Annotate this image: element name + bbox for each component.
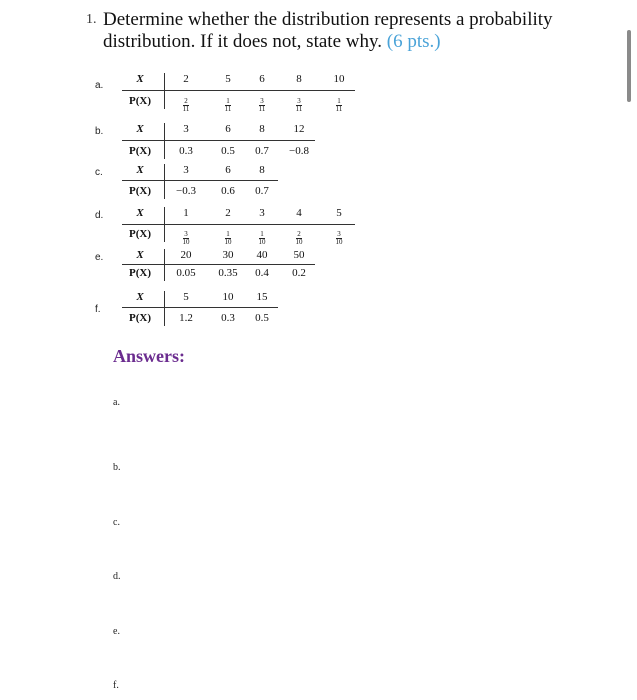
answer-label-c: c. xyxy=(113,517,120,528)
table-a-p-value xyxy=(319,94,359,113)
table-a-divider-horizontal xyxy=(122,90,355,91)
fraction-numerator: 3 xyxy=(297,97,301,105)
table-b-x-value: 3 xyxy=(183,123,189,135)
table-c-x-header: X xyxy=(136,164,144,176)
table-a-x-value: 10 xyxy=(333,73,345,85)
table-d-x-value: 3 xyxy=(259,207,265,219)
table-d-fraction xyxy=(296,231,303,246)
table-d-x-header: X xyxy=(136,207,144,219)
table-e-x-value: 40 xyxy=(256,249,268,261)
fraction-numerator: 1 xyxy=(337,97,341,105)
table-f-divider-horizontal xyxy=(122,307,278,308)
fraction-denominator: 11 xyxy=(258,105,266,113)
table-b-x-value: 12 xyxy=(293,123,305,135)
table-d-x-value: 4 xyxy=(296,207,302,219)
table-b-x-header: X xyxy=(136,123,144,135)
table-b-x-value: 8 xyxy=(259,123,265,135)
table-a-x-value: 2 xyxy=(183,73,189,85)
table-e-x-value: 20 xyxy=(180,249,192,261)
fraction-denominator: 10 xyxy=(258,238,266,246)
fraction-denominator: 10 xyxy=(224,238,232,246)
table-c-p-header: P(X) xyxy=(129,185,151,197)
answer-label-a: a. xyxy=(113,397,120,408)
answer-label-f: f. xyxy=(113,680,119,691)
fraction-denominator: 10 xyxy=(335,238,343,246)
table-f-p-value: 1.2 xyxy=(179,312,193,324)
table-c-x-value: 6 xyxy=(225,164,231,176)
question-number: 1. xyxy=(86,12,97,27)
fraction-denominator: 11 xyxy=(295,105,303,113)
table-e-p-header: P(X) xyxy=(129,267,151,279)
table-a-fraction xyxy=(296,98,303,113)
answer-label-b: b. xyxy=(113,462,121,473)
table-b-p-value: 0.5 xyxy=(221,145,235,157)
answer-label-e: e. xyxy=(113,626,120,637)
table-a-x-value: 5 xyxy=(225,73,231,85)
table-d-x-value: 1 xyxy=(183,207,189,219)
fraction-denominator: 11 xyxy=(224,105,232,113)
fraction-numerator: 1 xyxy=(260,230,264,238)
table-e-x-value: 30 xyxy=(222,249,234,261)
fraction-denominator: 10 xyxy=(182,238,190,246)
table-b-divider-vertical xyxy=(164,123,165,159)
table-e-p-value: 0.2 xyxy=(292,267,306,279)
table-a-x-header: X xyxy=(136,73,144,85)
fraction-denominator: 11 xyxy=(335,105,343,113)
table-a-p-value xyxy=(279,94,319,113)
table-e-p-value: 0.35 xyxy=(218,267,238,279)
table-c-p-value: 0.7 xyxy=(255,185,269,197)
table-a-p-value xyxy=(166,94,206,113)
table-c-p-value: 0.6 xyxy=(221,185,235,197)
answers-heading: Answers: xyxy=(113,346,185,366)
table-f-divider-vertical xyxy=(164,291,165,326)
table-b-p-value: 0.3 xyxy=(179,145,193,157)
table-b-divider-horizontal xyxy=(122,140,315,141)
table-a-label: a. xyxy=(95,80,104,91)
table-d-fraction xyxy=(259,231,266,246)
table-a-fraction xyxy=(336,98,343,113)
table-f-p-value: 0.5 xyxy=(255,312,269,324)
table-d-fraction xyxy=(183,231,190,246)
table-a-fraction xyxy=(259,98,266,113)
table-f-x-value: 10 xyxy=(222,291,234,303)
table-f-p-header: P(X) xyxy=(129,312,151,324)
table-a-p-value xyxy=(242,94,282,113)
table-d-divider-horizontal xyxy=(122,224,355,225)
table-a-fraction xyxy=(183,98,190,113)
table-b-x-value: 6 xyxy=(225,123,231,135)
table-f-p-value: 0.3 xyxy=(221,312,235,324)
table-a-divider-vertical xyxy=(164,73,165,109)
table-d-p-header: P(X) xyxy=(129,228,151,240)
table-c-divider-vertical xyxy=(164,164,165,199)
table-e-divider-horizontal xyxy=(122,264,315,265)
table-a-fraction xyxy=(225,98,232,113)
table-b-p-value: −0.8 xyxy=(289,145,309,157)
table-a-p-header: P(X) xyxy=(129,95,151,107)
table-f-x-value: 15 xyxy=(256,291,268,303)
table-e-label: e. xyxy=(95,252,104,263)
table-d-fraction xyxy=(336,231,343,246)
fraction-numerator: 3 xyxy=(184,230,188,238)
fraction-numerator: 2 xyxy=(297,230,301,238)
question-text-line-2 xyxy=(103,31,441,53)
table-d-p-value xyxy=(279,227,319,246)
table-e-p-value: 0.4 xyxy=(255,267,269,279)
table-b-label: b. xyxy=(95,126,104,137)
table-c-label: c. xyxy=(95,167,103,178)
table-d-x-value: 5 xyxy=(336,207,342,219)
table-e-x-value: 50 xyxy=(293,249,305,261)
fraction-denominator: 11 xyxy=(182,105,190,113)
table-c-x-value: 3 xyxy=(183,164,189,176)
table-c-p-value: −0.3 xyxy=(176,185,196,197)
fraction-numerator: 1 xyxy=(226,230,230,238)
table-d-p-value xyxy=(166,227,206,246)
table-c-x-value: 8 xyxy=(259,164,265,176)
table-d-x-value: 2 xyxy=(225,207,231,219)
fraction-numerator: 3 xyxy=(337,230,341,238)
table-d-p-value xyxy=(242,227,282,246)
table-e-x-header: X xyxy=(136,249,144,261)
table-d-label: d. xyxy=(95,210,104,221)
table-c-divider-horizontal xyxy=(122,180,278,181)
table-a-x-value: 6 xyxy=(259,73,265,85)
table-f-label: f. xyxy=(95,304,101,315)
answer-label-d: d. xyxy=(113,571,121,582)
question-text-line-1: Determine whether the distribution represents a probability xyxy=(103,9,553,30)
table-b-p-value: 0.7 xyxy=(255,145,269,157)
table-d-fraction xyxy=(225,231,232,246)
table-e-divider-vertical xyxy=(164,249,165,281)
table-f-x-header: X xyxy=(136,291,144,303)
table-f-x-value: 5 xyxy=(183,291,189,303)
fraction-denominator: 10 xyxy=(295,238,303,246)
fraction-numerator: 3 xyxy=(260,97,264,105)
table-b-p-header: P(X) xyxy=(129,145,151,157)
table-e-p-value: 0.05 xyxy=(176,267,196,279)
table-d-p-value xyxy=(319,227,359,246)
fraction-numerator: 1 xyxy=(226,97,230,105)
table-a-x-value: 8 xyxy=(296,73,302,85)
points-label: (6 pts.) xyxy=(386,31,441,52)
question-text-line-2-body: distribution. If it does not, state why. xyxy=(103,31,382,52)
fraction-numerator: 2 xyxy=(184,97,188,105)
scrollbar-thumb[interactable] xyxy=(627,30,631,102)
